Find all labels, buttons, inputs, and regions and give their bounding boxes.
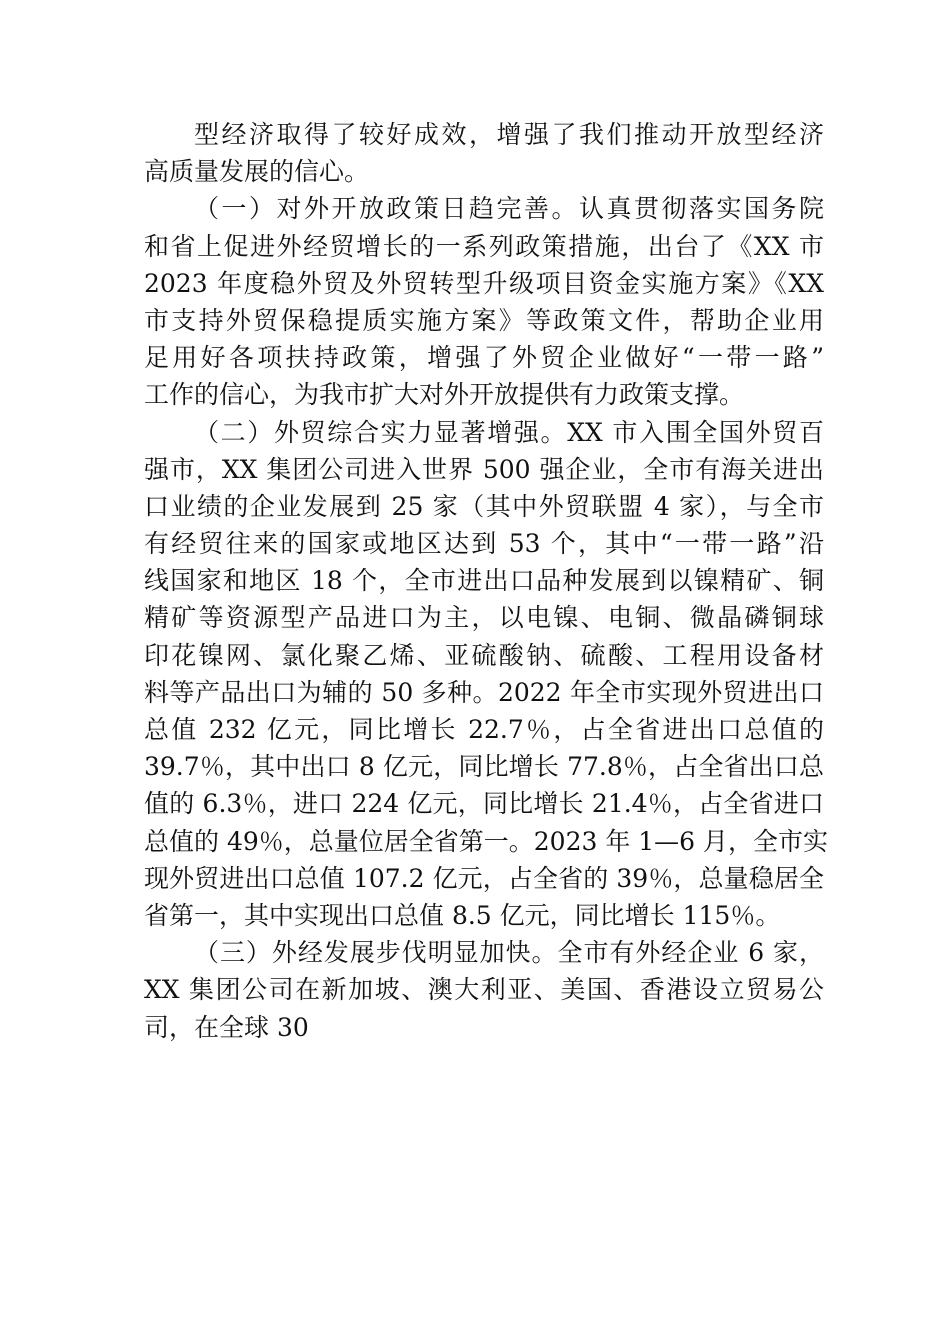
text-line: 值的 6.3％，进口 224 亿元，同比增长 21.4％，占全省进口 [144,789,824,819]
text-line: 司，在全球 30 [144,1012,309,1042]
text-line: 口业绩的企业发展到 25 家（其中外贸联盟 4 家），与全市 [144,491,824,521]
text-line: 强市，XX 集团公司进入世界 500 强企业，全市有海关进出 [144,454,824,484]
text-line: 市支持外贸保稳提质实施方案》等政策文件，帮助企业用 [144,305,824,335]
text-line: 总值的 49％，总量位居全省第一。2023 年 1—6 月，全市实 [144,826,829,856]
document-body [144,116,829,1046]
text-line: 有经贸往来的国家或地区达到 53 个，其中“一带一路”沿 [144,529,824,559]
text-line: 省第一，其中实现出口总值 8.5 亿元，同比增长 115％。 [144,900,781,930]
text-line: 和省上促进外经贸增长的一系列政策措施，出台了《XX 市 [144,231,824,261]
text-line: 总值 232 亿元，同比增长 22.7％，占全省进出口总值的 [144,715,824,744]
paragraph-trade-strength [144,414,829,935]
text-line: 工作的信心，为我市扩大对外开放提供有力政策支撑。 [144,380,745,410]
paragraph-policy [144,190,824,413]
text-line: 印花镍网、氯化聚乙烯、亚硫酸钠、硫酸、工程用设备材 [144,640,824,670]
text-line: 39.7％，其中出口 8 亿元，同比增长 77.8％，占全省出口总 [144,752,824,782]
text-line: （三）外经发展步伐明显加快。全市有外经企业 6 家， [194,938,824,968]
paragraph-foreign-economy [144,934,824,1046]
paragraph-continuation [144,116,824,190]
text-line: XX 集团公司在新加坡、澳大利亚、美国、香港设立贸易公 [144,975,824,1005]
text-line: 料等产品出口为辅的 50 多种。2022 年全市实现外贸进出口 [144,677,824,707]
text-line: 现外贸进出口总值 107.2 亿元，占全省的 39％，总量稳居全 [144,863,824,893]
text-line: （一）对外开放政策日趋完善。认真贯彻落实国务院 [194,194,824,224]
text-line: 型经济取得了较好成效，增强了我们推动开放型经济 [194,120,824,149]
text-line: 足用好各项扶持政策，增强了外贸企业做好“一带一路” [144,343,824,373]
text-line: 精矿等资源型产品进口为主，以电镍、电铜、微晶磷铜球 [144,603,824,633]
text-line: （二）外贸综合实力显著增强。XX 市入围全国外贸百 [194,417,824,447]
text-line: 线国家和地区 18 个，全市进出口品种发展到以镍精矿、铜 [144,566,824,596]
text-line: 2023 年度稳外贸及外贸转型升级项目资金实施方案》《XX [144,268,824,298]
text-line: 高质量发展的信心。 [144,157,370,187]
